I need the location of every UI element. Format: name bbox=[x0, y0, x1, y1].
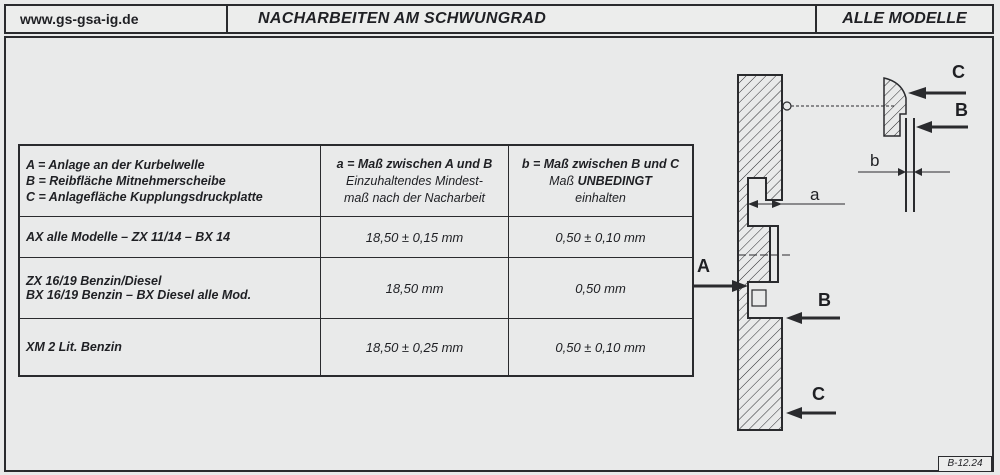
table-row bbox=[19, 319, 693, 377]
legend-cell bbox=[19, 145, 321, 217]
col-b-desc-prefix: Maß bbox=[549, 173, 578, 188]
spec-table bbox=[18, 144, 694, 377]
table-row bbox=[19, 258, 693, 319]
col-b-desc-1 bbox=[511, 173, 690, 190]
label-b: b bbox=[870, 151, 880, 170]
label-C: C bbox=[812, 384, 825, 404]
row-label-line-1: ZX 16/19 Benzin/Diesel bbox=[26, 274, 162, 288]
value-a: 18,50 mm bbox=[321, 258, 509, 319]
value-a: 18,50 ± 0,15 mm bbox=[321, 217, 509, 258]
site-url: www.gs-gsa-ig.de bbox=[20, 11, 139, 27]
row-label: XM 2 Lit. Benzin bbox=[19, 319, 321, 377]
value-b: 0,50 ± 0,10 mm bbox=[509, 319, 694, 377]
col-b-header bbox=[509, 145, 694, 217]
col-b-desc-2: einhalten bbox=[575, 190, 626, 205]
value-b: 0,50 ± 0,10 mm bbox=[509, 217, 694, 258]
models-label: ALLE MODELLE bbox=[842, 10, 967, 27]
row-label: AX alle Modelle – ZX 11/14 – BX 14 bbox=[19, 217, 321, 258]
value-a: 18,50 ± 0,25 mm bbox=[321, 319, 509, 377]
legend-b: B = Reibfläche Mitnehmerscheibe bbox=[26, 174, 226, 188]
col-a-desc-1: Einzuhaltendes Mindest- bbox=[346, 173, 483, 188]
col-b-emphasis: UNBEDINGT bbox=[577, 173, 652, 188]
col-a-title: a = Maß zwischen A und B bbox=[336, 156, 493, 171]
table-row bbox=[19, 217, 693, 258]
label-B: B bbox=[818, 290, 831, 310]
table-header-row bbox=[19, 145, 693, 217]
row-label bbox=[19, 258, 321, 319]
page-title: NACHARBEITEN AM SCHWUNGRAD bbox=[258, 10, 547, 27]
legend-a: A = Anlage an der Kurbelwelle bbox=[26, 158, 205, 172]
col-a-desc-2: maß nach der Nacharbeit bbox=[343, 190, 486, 205]
label-a: a bbox=[810, 185, 820, 204]
value-b: 0,50 mm bbox=[509, 258, 694, 319]
col-b-title: b = Maß zwischen B und C bbox=[521, 156, 680, 171]
label-B-detail: B bbox=[955, 100, 968, 120]
label-A: A bbox=[697, 256, 710, 276]
col-a-header bbox=[321, 145, 509, 217]
page-reference: B-12.24 bbox=[938, 456, 992, 472]
label-C-detail: C bbox=[952, 62, 965, 82]
legend-c: C = Anlagefläche Kupplungsdruckplatte bbox=[26, 190, 263, 204]
header-bar bbox=[4, 4, 994, 34]
row-label-line-2: BX 16/19 Benzin – BX Diesel alle Mod. bbox=[26, 288, 252, 302]
